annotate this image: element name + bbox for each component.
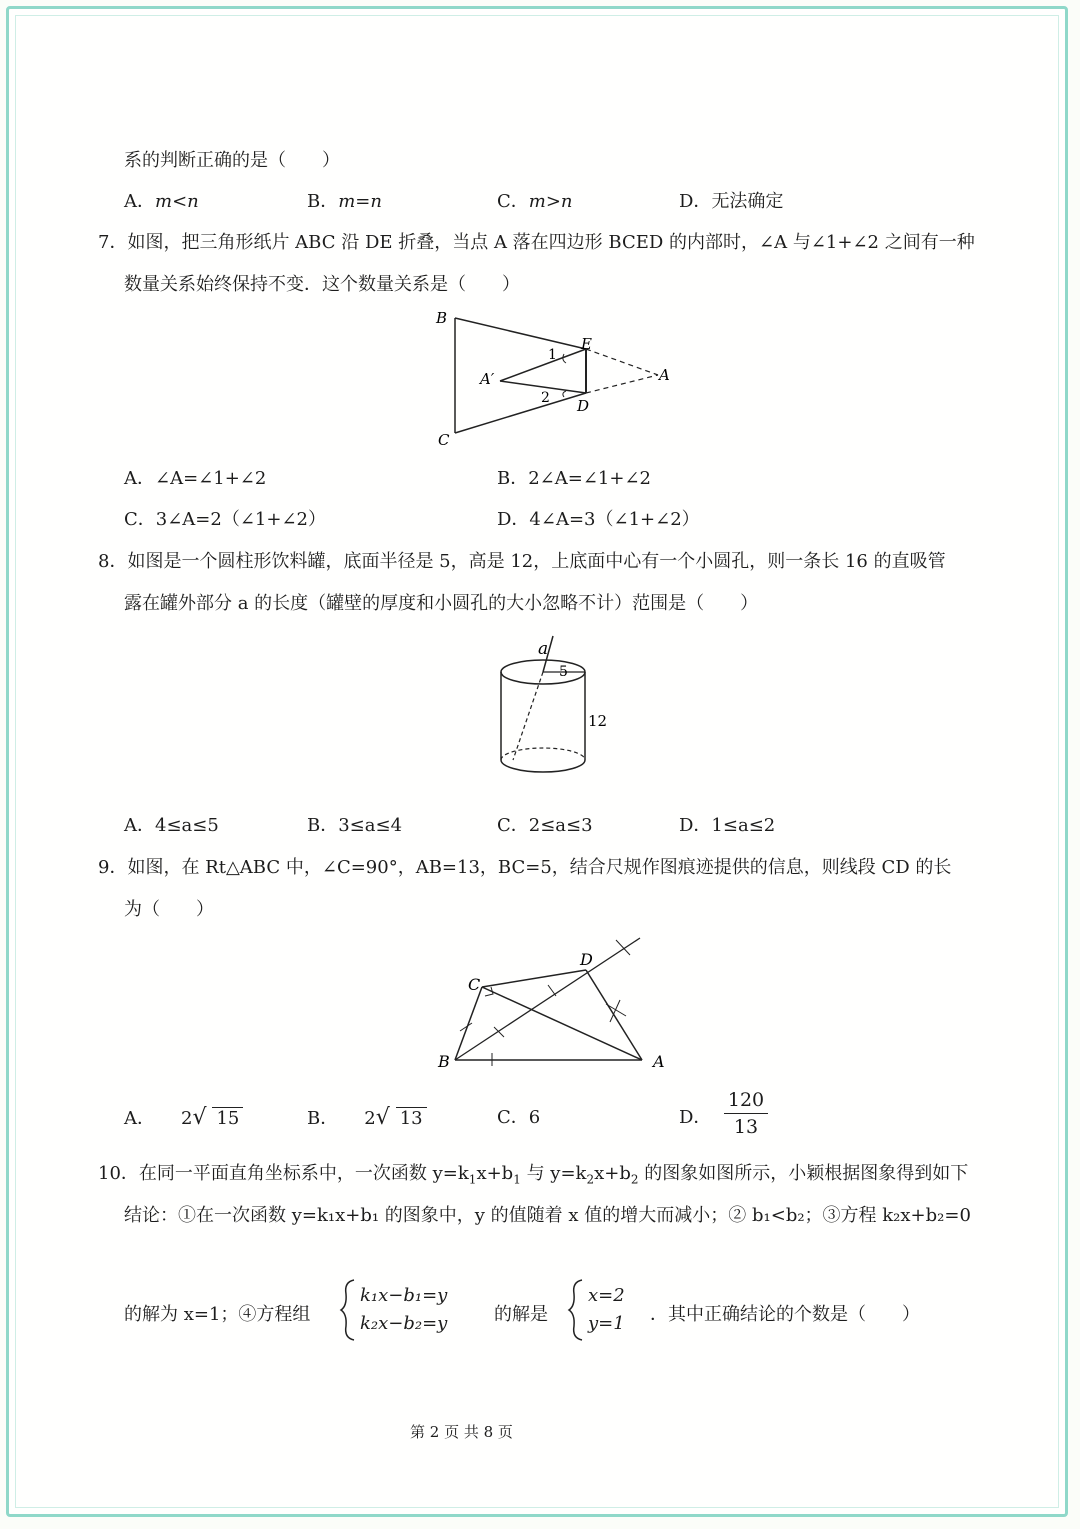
question-9-line1: 9．如图，在 Rt△ABC 中，∠C=90°，AB=13，BC=5，结合尺规作图痕迹提供的信息，则线段 CD 的长: [98, 857, 952, 878]
label-D: D: [580, 950, 593, 969]
label-D: D: [577, 397, 590, 415]
q7-option-d: D．4∠A=3（∠1+∠2）: [497, 509, 700, 530]
q9-option-a: A． 2√ 15: [124, 1107, 243, 1130]
q9-option-d-fraction: 120 13: [724, 1088, 768, 1139]
q8-option-d: D．1≤a≤2: [679, 815, 776, 836]
q6-option-a: A．m<n: [124, 191, 199, 212]
q8-option-b: B．3≤a≤4: [307, 815, 403, 836]
page-footer: 第 2 页 共 8 页: [410, 1423, 513, 1441]
question-8-line1: 8．如图是一个圆柱形饮料罐，底面半径是 5，高是 12，上底面中心有一个小圆孔，则一条长 16 的直吸管: [98, 551, 946, 572]
label-A-prime: A′: [480, 370, 495, 388]
q9-option-d-label: D．: [679, 1107, 712, 1128]
q8-option-c: C．2≤a≤3: [497, 815, 593, 836]
question-10-line1: 10．在同一平面直角坐标系中，一次函数 $y=k_1x+b_1$ 与 $y=k_2x+b_2$ 的图象如图所示，小颖根据图象得到如下: [98, 1163, 969, 1187]
label-E: E: [581, 335, 592, 353]
solution-system: x=2 y=1: [588, 1285, 625, 1334]
q6-option-d: D．无法确定: [679, 191, 784, 212]
question-10-line3-c: ．其中正确结论的个数是（ ）: [650, 1304, 920, 1325]
label-A: A: [653, 1052, 665, 1071]
label-C: C: [468, 975, 481, 994]
q7-option-b: B．2∠A=∠1+∠2: [497, 468, 651, 489]
label-C: C: [438, 431, 450, 449]
question-10-line3-a: 的解为 x=1；④方程组: [124, 1304, 311, 1325]
q7-option-a: A．∠A=∠1+∠2: [124, 468, 267, 489]
question-6-tail: 系的判断正确的是（ ）: [124, 150, 340, 171]
label-B: B: [438, 1052, 450, 1071]
q9-option-c: C．6: [497, 1107, 541, 1128]
question-9-line2: 为（ ）: [124, 899, 214, 920]
label-height: 12: [588, 712, 608, 730]
question-8-line2: 露在罐外部分 a 的长度（罐壁的厚度和小圆孔的大小忽略不计）范围是（ ）: [124, 593, 759, 614]
q7-option-c: C．3∠A=2（∠1+∠2）: [124, 509, 326, 530]
question-7-line1: 7．如图，把三角形纸片 ABC 沿 DE 折叠，当点 A 落在四边形 BCED 的内部时，∠A 与∠1+∠2 之间有一种: [98, 232, 975, 253]
question-10-line3-b: 的解是: [494, 1304, 548, 1325]
system-brace-icon: [338, 1278, 360, 1342]
label-B: B: [436, 309, 448, 327]
figure-right-triangle-construction: [430, 930, 680, 1075]
figure-cylinder-straw: [495, 632, 615, 782]
angle-1-label: 1: [548, 347, 557, 363]
question-10-line2: 结论：①在一次函数 y=k₁x+b₁ 的图象中，y 的值随着 x 值的增大而减小；② b₁<b₂；③方程 k₂x+b₂=0: [124, 1205, 971, 1226]
q9-option-b: B． 2√ 13: [307, 1107, 427, 1130]
q6-option-c: C．m>n: [497, 191, 573, 212]
q6-option-b: B．m=n: [307, 191, 382, 212]
angle-2-label: 2: [541, 390, 550, 406]
q8-option-a: A．4≤a≤5: [124, 815, 219, 836]
equation-system: k₁x−b₁=y k₂x−b₂=y: [360, 1285, 448, 1334]
label-A: A: [659, 366, 670, 384]
figure-fold-triangle: [430, 305, 680, 450]
question-7-line2: 数量关系始终保持不变．这个数量关系是（ ）: [124, 274, 520, 295]
solution-brace-icon: [566, 1278, 588, 1342]
label-a: a: [538, 639, 549, 659]
label-radius: 5: [559, 664, 568, 680]
